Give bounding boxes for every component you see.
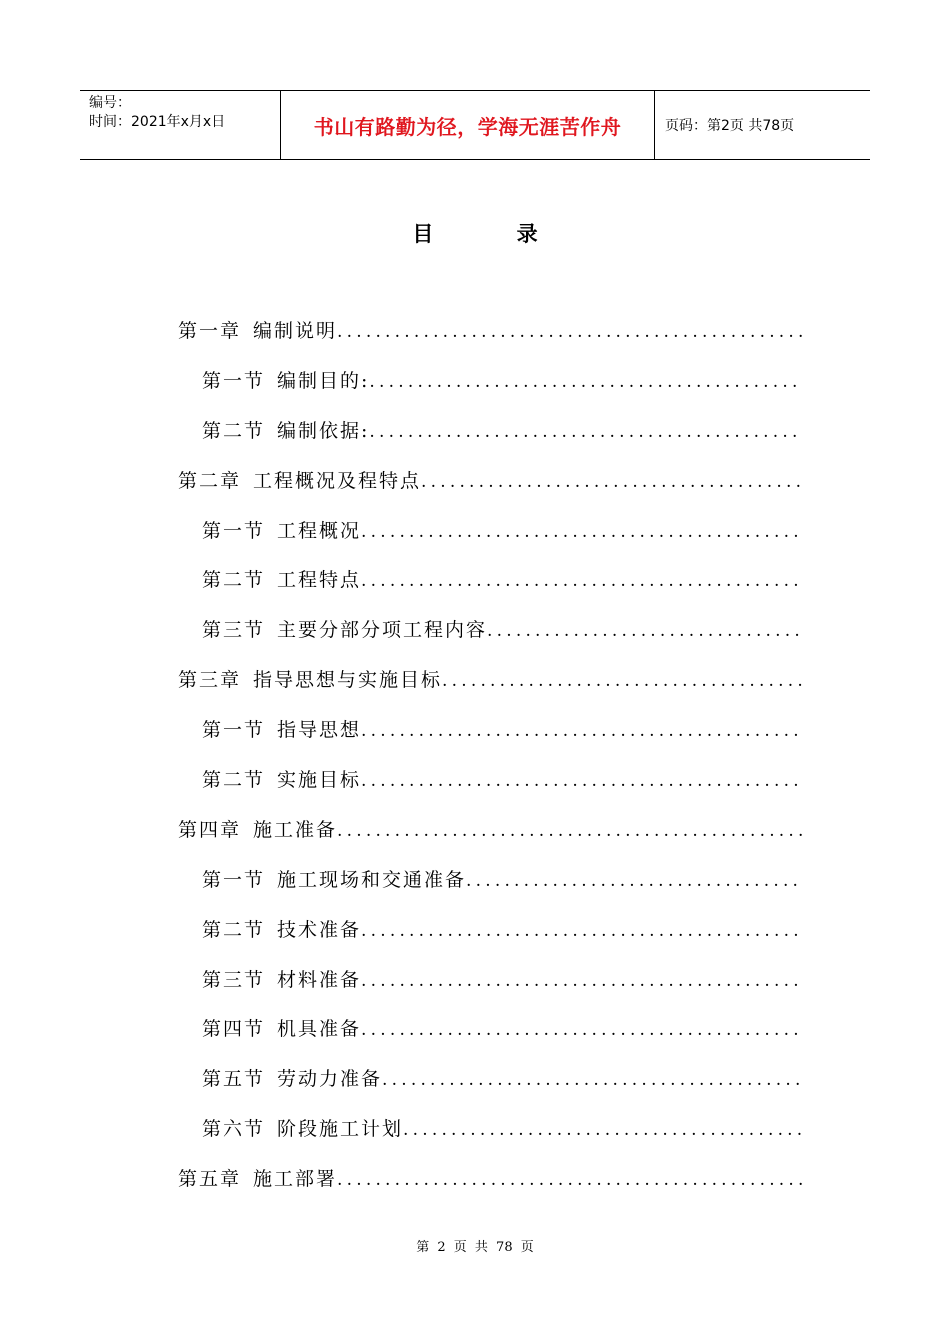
toc-entry-title: 劳动力准备 <box>277 1068 383 1091</box>
header-motto: 书山有路勤为径，学海无涯苦作舟 <box>313 114 622 139</box>
toc-section-entry[interactable] <box>178 366 802 416</box>
toc-dot-leader <box>361 522 802 542</box>
toc-entry-title: 编制说明 <box>253 320 338 342</box>
toc-entry-title: 指导思想 <box>277 719 362 742</box>
toc-section-entry[interactable] <box>178 416 802 466</box>
toc-section-entry[interactable] <box>178 865 802 915</box>
toc-dot-leader <box>487 621 802 641</box>
toc-entry-number: 第四节 <box>202 1018 266 1041</box>
toc-entry-title: 编制依据: <box>277 419 370 442</box>
toc-dot-leader <box>361 971 802 991</box>
toc-entry-title: 工程概况 <box>277 519 362 542</box>
toc-chapter-entry[interactable] <box>178 466 802 516</box>
toc-section-entry[interactable] <box>178 1114 802 1164</box>
toc-section-entry[interactable] <box>178 615 802 665</box>
toc-chapter-entry[interactable] <box>178 815 802 865</box>
toc-entry-number: 第四章 <box>178 818 242 841</box>
toc-dot-leader <box>337 322 802 342</box>
toc-entry-title: 工程概况及程特点 <box>253 469 422 492</box>
toc-entry-number: 第五节 <box>202 1068 266 1091</box>
toc-entry-number: 第二节 <box>202 419 266 442</box>
toc-entry-title: 工程特点 <box>277 569 362 592</box>
toc-entry-title: 编制目的: <box>277 369 370 392</box>
toc-dot-leader <box>337 821 802 841</box>
toc-section-entry[interactable] <box>178 1064 802 1114</box>
toc-dot-leader <box>361 721 802 741</box>
toc-section-entry[interactable] <box>178 915 802 965</box>
toc-dot-leader <box>403 1120 802 1140</box>
toc-dot-leader <box>361 1020 802 1040</box>
toc-entry-title: 主要分部分项工程内容 <box>277 619 488 642</box>
toc-entry-number: 第二章 <box>178 469 242 492</box>
header-page-cell <box>655 91 870 159</box>
toc-chapter-entry[interactable] <box>178 665 802 715</box>
toc-entry-number: 第二节 <box>202 769 266 792</box>
toc-dot-leader <box>361 921 802 941</box>
toc-section-entry[interactable] <box>178 965 802 1015</box>
toc-title: 目 录 <box>412 222 576 246</box>
toc-entry-title: 技术准备 <box>277 918 362 941</box>
toc-chapter-entry[interactable] <box>178 1164 802 1214</box>
header-meta-cell <box>80 91 281 159</box>
toc-dot-leader <box>421 472 802 492</box>
header-page-info: 页码：第2页 共78页 <box>665 118 795 134</box>
toc-entry-number: 第三节 <box>202 968 266 991</box>
toc-dot-leader <box>382 1070 802 1090</box>
table-of-contents <box>178 316 802 1214</box>
toc-dot-leader <box>442 671 802 691</box>
toc-section-entry[interactable] <box>178 1014 802 1064</box>
document-time-label: 时间：2021年x月x日 <box>89 114 226 130</box>
toc-entry-title: 施工现场和交通准备 <box>277 868 467 891</box>
toc-entry-number: 第一节 <box>202 369 266 392</box>
toc-entry-title: 施工准备 <box>253 818 338 841</box>
toc-dot-leader <box>369 372 802 392</box>
header-motto-cell <box>281 91 655 159</box>
page-header-table <box>80 90 870 160</box>
document-number-label: 编号： <box>89 95 131 111</box>
toc-entry-number: 第一节 <box>202 519 266 542</box>
toc-chapter-entry[interactable] <box>178 316 802 366</box>
toc-dot-leader <box>337 1170 802 1190</box>
toc-entry-number: 第六节 <box>202 1118 266 1141</box>
toc-dot-leader <box>361 771 802 791</box>
toc-entry-title: 阶段施工计划 <box>277 1118 404 1141</box>
toc-entry-title: 实施目标 <box>277 769 362 792</box>
toc-dot-leader <box>369 422 802 442</box>
toc-entry-number: 第一节 <box>202 868 266 891</box>
toc-section-entry[interactable] <box>178 765 802 815</box>
toc-entry-number: 第一章 <box>178 320 242 342</box>
toc-section-entry[interactable] <box>178 565 802 615</box>
page-footer: 第 2 页 共 78 页 <box>416 1240 534 1255</box>
toc-entry-number: 第五章 <box>178 1168 242 1191</box>
toc-entry-title: 施工部署 <box>253 1168 338 1191</box>
toc-entry-number: 第三节 <box>202 619 266 642</box>
toc-dot-leader <box>466 871 802 891</box>
toc-entry-number: 第一节 <box>202 719 266 742</box>
toc-entry-title: 材料准备 <box>277 968 362 991</box>
toc-entry-title: 机具准备 <box>277 1018 362 1041</box>
toc-entry-number: 第二节 <box>202 918 266 941</box>
toc-section-entry[interactable] <box>178 715 802 765</box>
toc-entry-title: 指导思想与实施目标 <box>253 669 443 692</box>
toc-entry-number: 第二节 <box>202 569 266 592</box>
toc-section-entry[interactable] <box>178 516 802 566</box>
toc-dot-leader <box>361 571 802 591</box>
toc-entry-number: 第三章 <box>178 669 242 692</box>
